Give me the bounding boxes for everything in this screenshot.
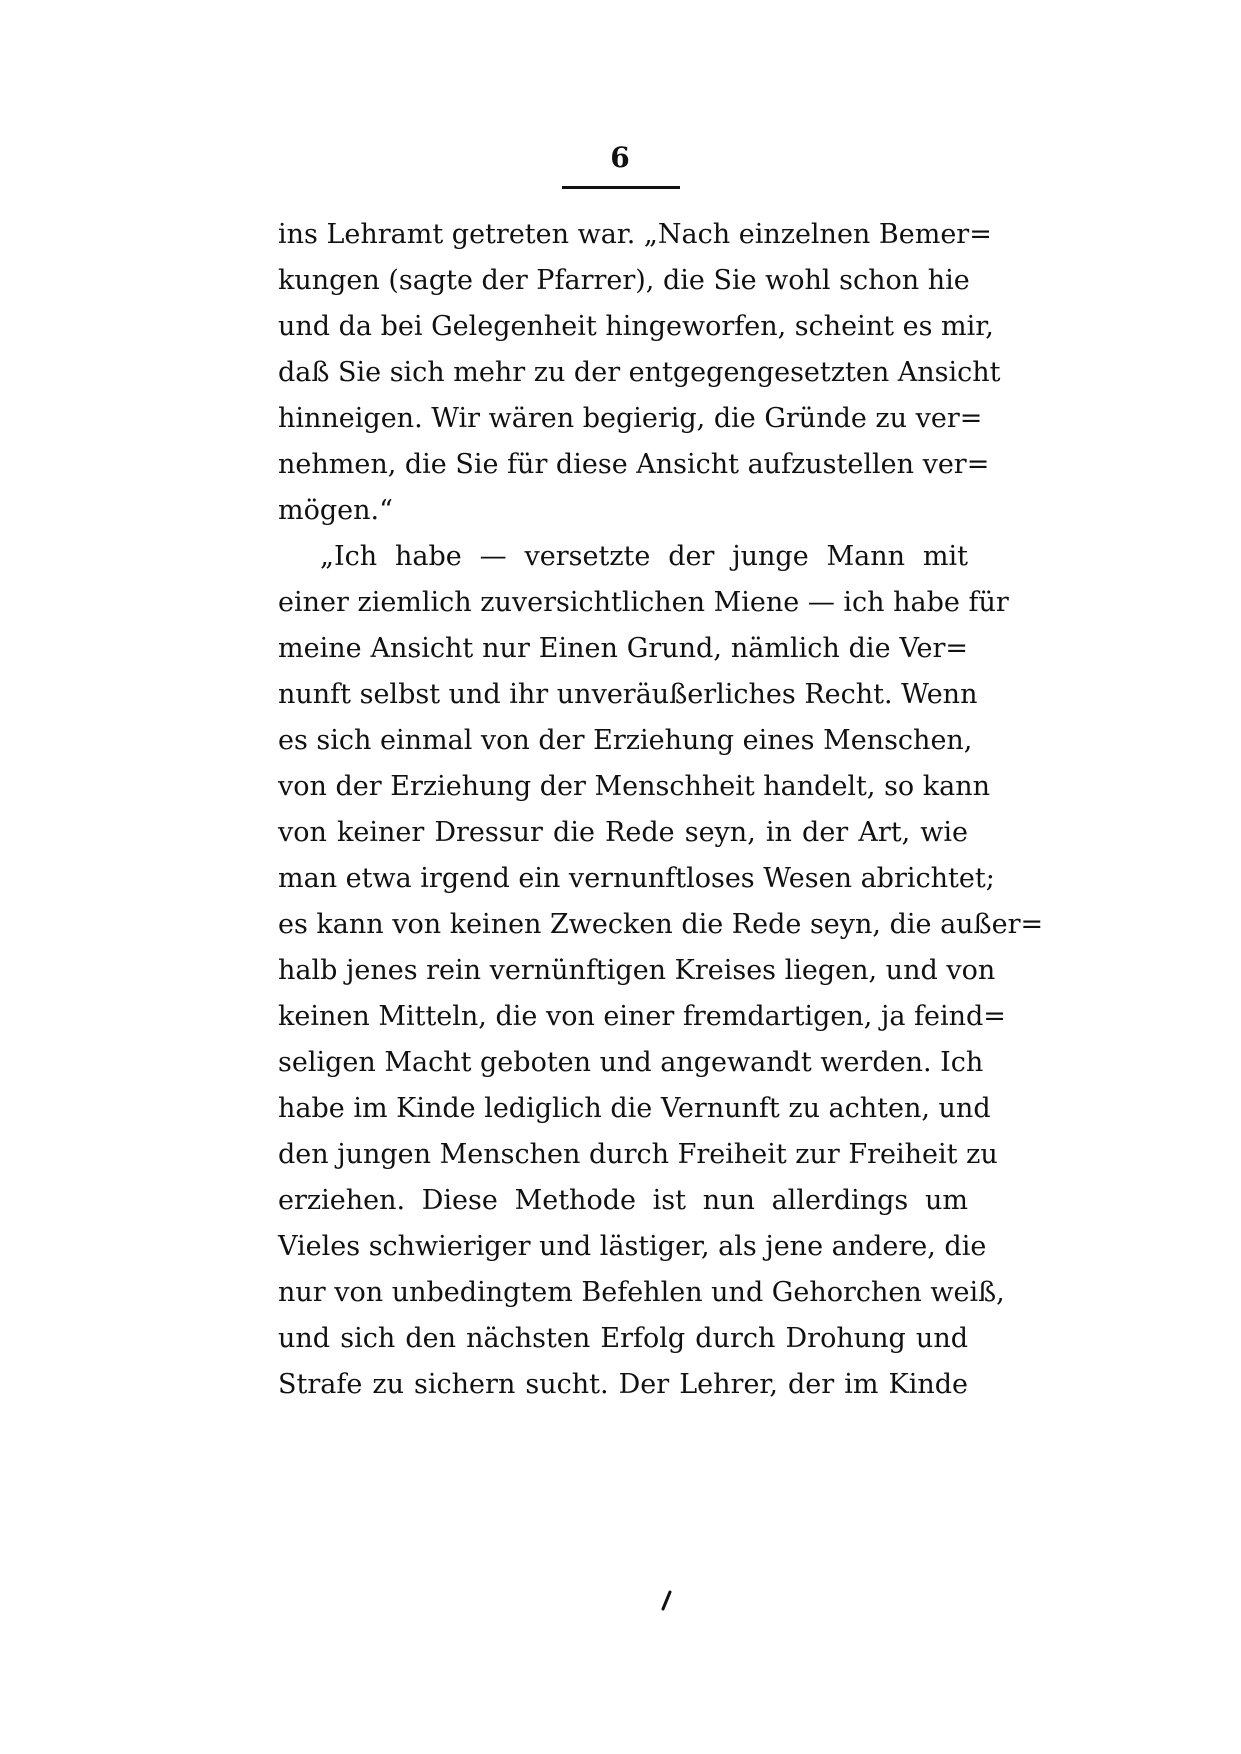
header-rule [562, 186, 680, 189]
text-line: seligen Macht geboten und angewandt werden. Ich [278, 1047, 984, 1078]
ink-mark [660, 1590, 672, 1612]
text-line: Strafe zu sichern sucht. Der Lehrer, der im Kinde [278, 1369, 968, 1400]
text-line: es kann von keinen Zwecken die Rede seyn, die außer= [278, 909, 1044, 940]
page-number: 6 [610, 141, 630, 174]
text-line: man etwa irgend ein vernunftloses Wesen abrichtet; [278, 863, 995, 894]
text-line: meine Ansicht nur Einen Grund, nämlich die Ver= [278, 633, 968, 664]
text-line: kungen (sagte der Pfarrer), die Sie wohl schon hie [278, 265, 970, 296]
text-line: erziehen. Diese Methode ist nun allerdings um [278, 1185, 968, 1216]
text-line: daß Sie sich mehr zu der entgegengesetzten Ansicht [278, 357, 1001, 388]
text-line: habe im Kinde lediglich die Vernunft zu achten, und [278, 1093, 991, 1124]
text-line: nur von unbedingtem Befehlen und Gehorchen weiß, [278, 1277, 1005, 1308]
text-line: von der Erziehung der Menschheit handelt, so kann [278, 771, 991, 802]
text-line: es sich einmal von der Erziehung eines Menschen, [278, 725, 973, 756]
text-line: den jungen Menschen durch Freiheit zur Freiheit zu [278, 1139, 998, 1170]
text-line: mögen.“ [278, 495, 393, 526]
text-line: und da bei Gelegenheit hingeworfen, scheint es mir, [278, 311, 994, 342]
text-line: nehmen, die Sie für diese Ansicht aufzustellen ver= [278, 449, 990, 480]
text-line: nunft selbst und ihr unveräußerliches Recht. Wenn [278, 679, 978, 710]
text-line: ins Lehramt getreten war. „Nach einzelnen Bemer= [278, 219, 992, 250]
text-line: keinen Mitteln, die von einer fremdartigen, ja feind= [278, 1001, 1006, 1032]
text-line: Vieles schwieriger und lästiger, als jene andere, die [278, 1231, 987, 1262]
text-line: einer ziemlich zuversichtlichen Miene — ich habe für [278, 587, 1009, 618]
text-line: hinneigen. Wir wären begierig, die Gründe zu ver= [278, 403, 983, 434]
text-line: und sich den nächsten Erfolg durch Drohung und [278, 1323, 968, 1354]
body-text [278, 212, 1044, 1408]
text-line: halb jenes rein vernünftigen Kreises liegen, und von [278, 955, 996, 986]
text-line: „Ich habe — versetzte der junge Mann mit [320, 541, 968, 572]
text-line: von keiner Dressur die Rede seyn, in der Art, wie [278, 817, 968, 848]
